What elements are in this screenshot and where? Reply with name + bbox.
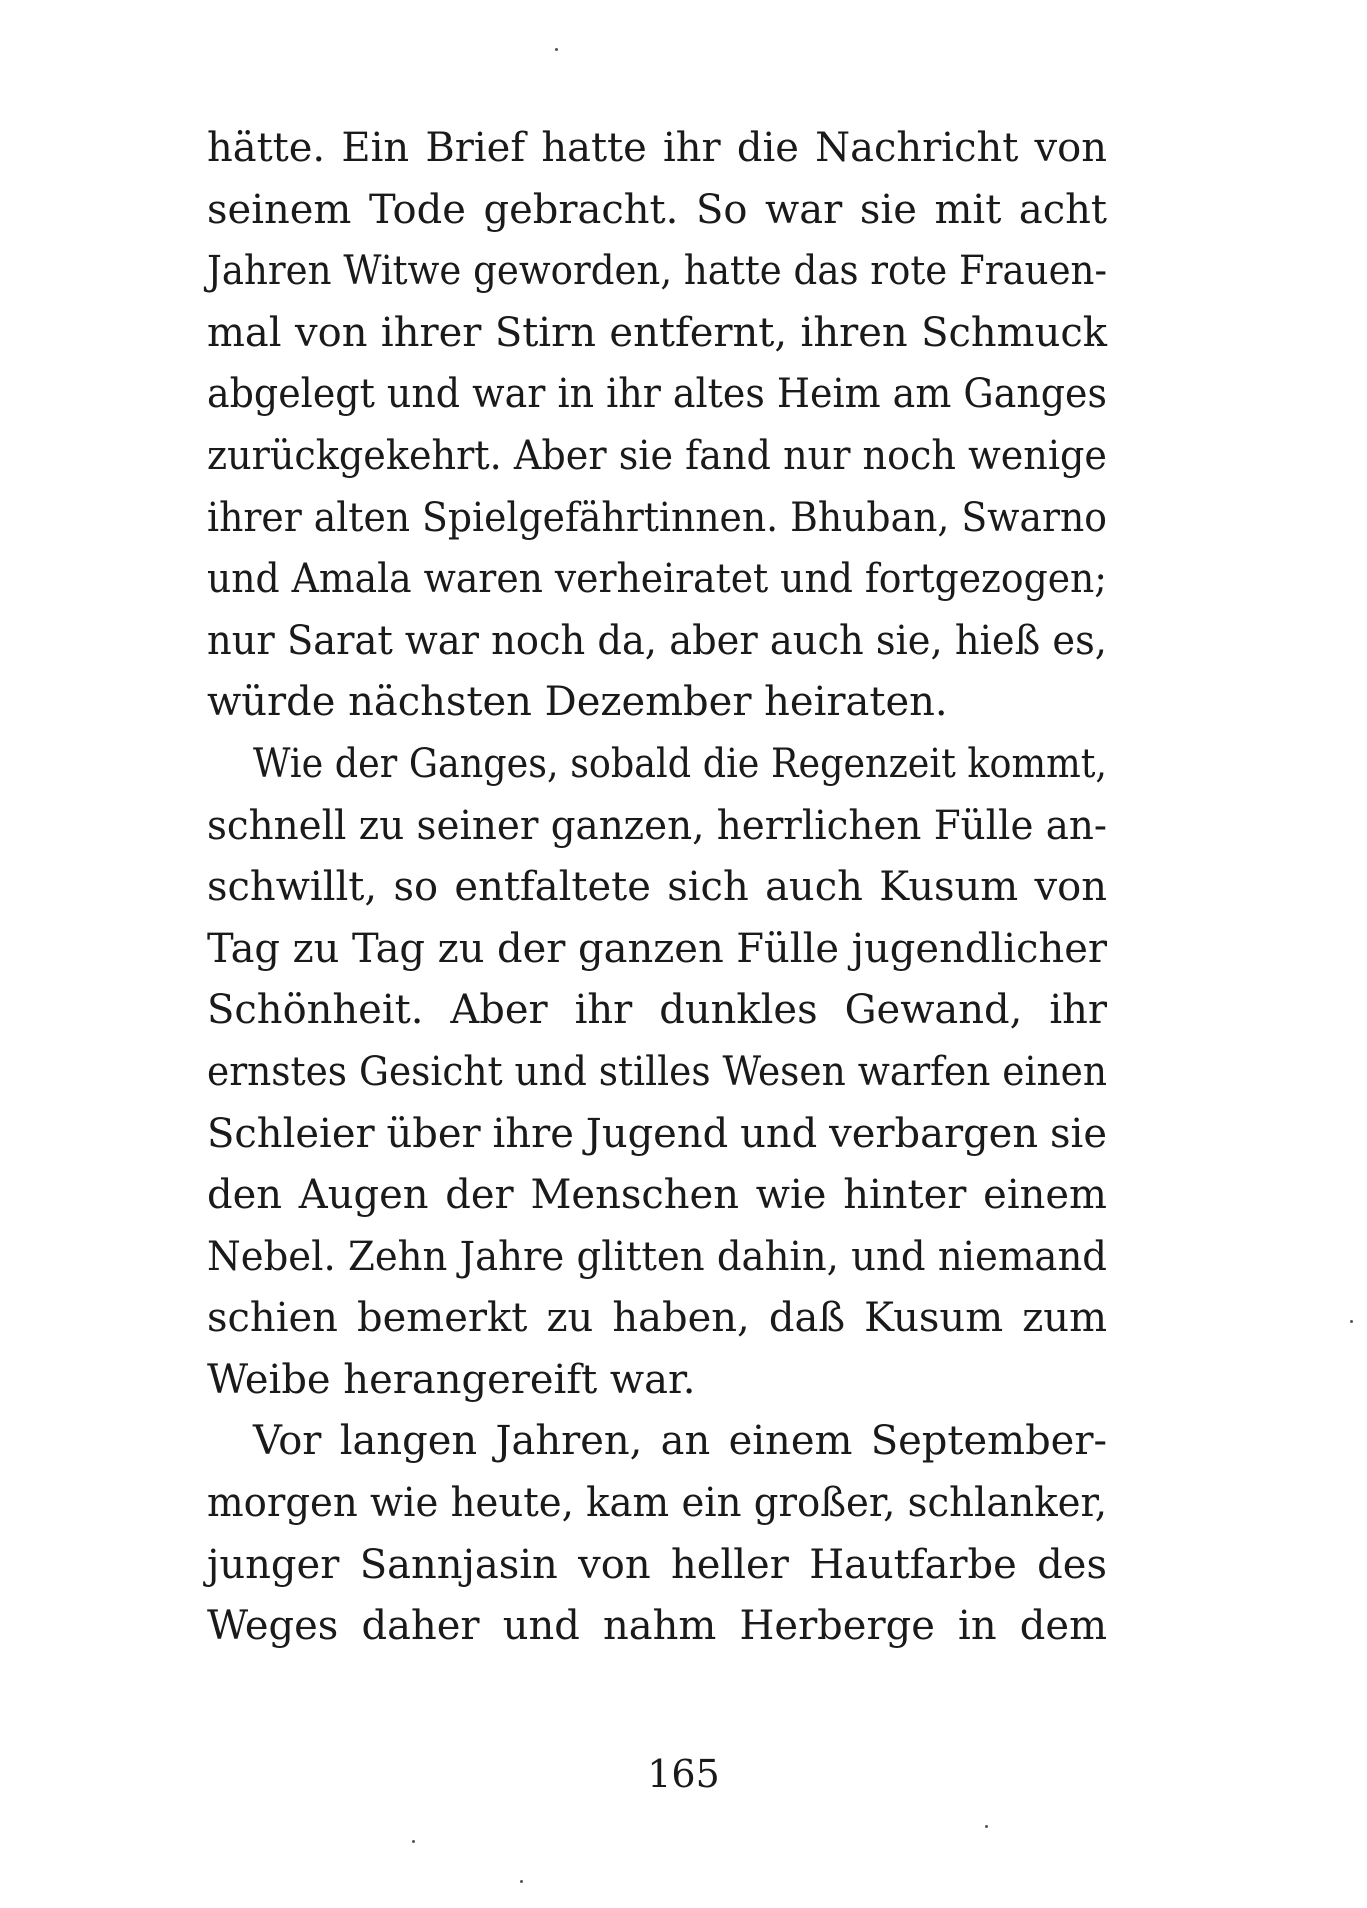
text-line: seinem Tode gebracht. So war sie mit acht (207, 186, 1107, 233)
body-text (207, 118, 1107, 1658)
text-line: mal von ihrer Stirn entfernt, ihren Schmuck (207, 309, 1107, 356)
text-line: ihrer alten Spielgefährtinnen. Bhuban, Swarno (207, 494, 1107, 541)
text-line: zurückgekehrt. Aber sie fand nur noch wenige (207, 432, 1107, 479)
text-line: schnell zu seiner ganzen, herrlichen Fülle an- (207, 802, 1107, 849)
text-line: Tag zu Tag zu der ganzen Fülle jugendlicher (207, 925, 1107, 972)
text-line: hätte. Ein Brief hatte ihr die Nachricht von (207, 125, 1107, 171)
text-line: Wie der Ganges, sobald die Regenzeit kommt, (253, 740, 1107, 787)
scan-speck (1350, 1320, 1353, 1323)
scan-speck (555, 48, 558, 51)
text-line: Schleier über ihre Jugend und verbargen sie (207, 1110, 1107, 1157)
scan-speck (412, 1840, 415, 1843)
text-line: nur Sarat war noch da, aber auch sie, hieß es, (207, 617, 1107, 664)
scan-speck (520, 1880, 523, 1883)
text-line: morgen wie heute, kam ein großer, schlanker, (207, 1480, 1107, 1527)
paragraph (207, 118, 1107, 734)
text-line: und Amala waren verheiratet und fortgezogen; (207, 556, 1107, 603)
text-line: Vor langen Jahren, an einem September- (253, 1418, 1107, 1465)
scan-speck (985, 1825, 988, 1828)
text-line: ernstes Gesicht und stilles Wesen warfen einen (207, 1048, 1107, 1095)
text-line: abgelegt und war in ihr altes Heim am Ganges (207, 371, 1107, 418)
text-line: Jahren Witwe geworden, hatte das rote Frauen- (207, 248, 1107, 295)
text-line: Schönheit. Aber ihr dunkles Gewand, ihr (207, 987, 1107, 1034)
paragraph (207, 734, 1107, 1412)
text-line: Weges daher und nahm Herberge in dem (207, 1603, 1107, 1650)
text-line: würde nächsten Dezember heiraten. (207, 679, 948, 726)
text-line: junger Sannjasin von heller Hautfarbe des (207, 1541, 1107, 1588)
paragraph (207, 1411, 1107, 1657)
text-line: Nebel. Zehn Jahre glitten dahin, und niemand (207, 1233, 1107, 1280)
text-line: Weibe herangereift war. (207, 1356, 696, 1403)
text-line: schien bemerkt zu haben, daß Kusum zum (207, 1295, 1107, 1342)
text-line: schwillt, so entfaltete sich auch Kusum von (207, 864, 1107, 911)
text-line: den Augen der Menschen wie hinter einem (207, 1172, 1107, 1219)
page-number: 165 (647, 1752, 720, 1796)
